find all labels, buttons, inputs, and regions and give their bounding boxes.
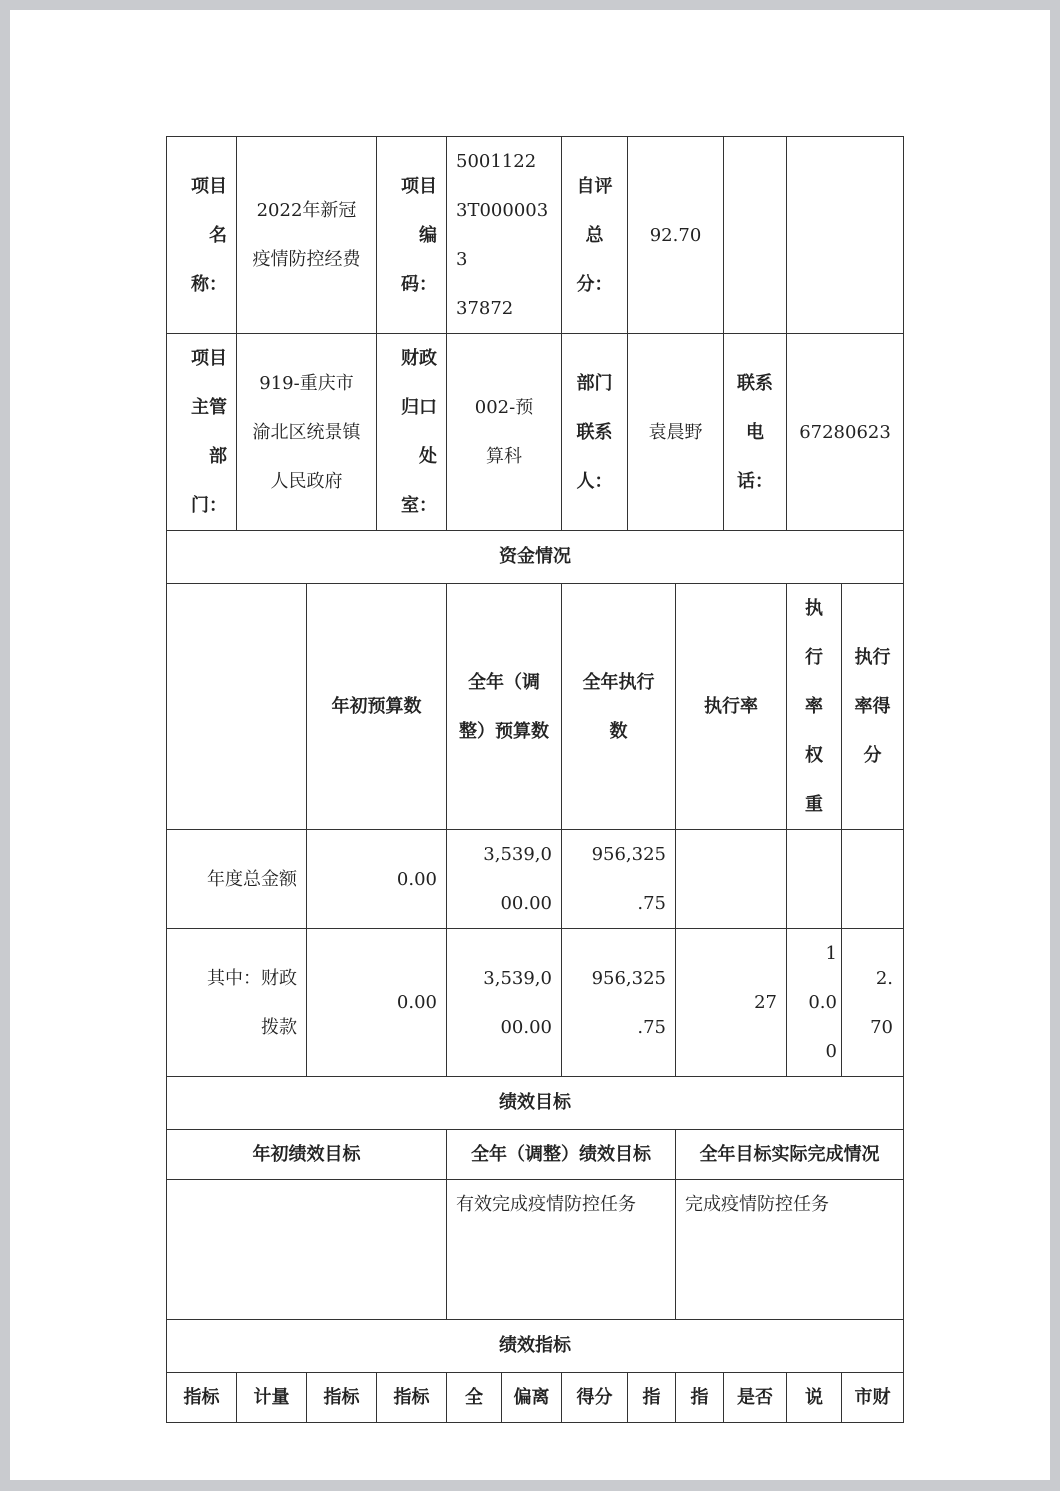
- phone-label: 联系 电 话：: [724, 334, 787, 531]
- total-amount-label: 年度总金额: [167, 830, 307, 929]
- exec-rate-header: 执行率: [676, 584, 787, 830]
- indicator-header-cell: 指标: [377, 1373, 447, 1423]
- empty-cell: [787, 137, 904, 334]
- dept-value: 919-重庆市 渝北区统景镇 人民政府: [237, 334, 377, 531]
- initial-budget-header: 年初预算数: [307, 584, 447, 830]
- fiscal-initial-value: 0.00: [307, 929, 447, 1077]
- indicator-header-cell: 指: [676, 1373, 724, 1423]
- initial-goal-value: [167, 1180, 447, 1320]
- initial-goal-header: 年初绩效目标: [167, 1130, 447, 1180]
- empty-cell: [787, 830, 842, 929]
- finance-office-label: 财政 归口 处室：: [377, 334, 447, 531]
- goals-section-title: 绩效目标: [167, 1077, 904, 1130]
- project-code-label: 项目 编码：: [377, 137, 447, 334]
- adjusted-goal-header: 全年（调整）绩效目标: [447, 1130, 676, 1180]
- goals-section-row: [167, 1077, 904, 1130]
- goals-header-row: [167, 1130, 904, 1180]
- empty-cell: [167, 584, 307, 830]
- indicator-header-cell: 偏离: [502, 1373, 562, 1423]
- fiscal-allocation-label: 其中：财政 拨款: [167, 929, 307, 1077]
- empty-cell: [842, 830, 904, 929]
- indicator-header-cell: 计量: [237, 1373, 307, 1423]
- indicators-header-row: [167, 1373, 904, 1423]
- project-name-value: 2022年新冠 疫情防控经费: [237, 137, 377, 334]
- adjusted-goal-value: 有效完成疫情防控任务: [447, 1180, 676, 1320]
- fiscal-adjusted-value: 3,539,0 00.00: [447, 929, 562, 1077]
- finance-office-value: 002-预 算科: [447, 334, 562, 531]
- indicator-header-cell: 是否: [724, 1373, 787, 1423]
- contact-value: 袁晨野: [628, 334, 724, 531]
- fiscal-allocation-row: [167, 929, 904, 1077]
- weight-header: 执 行 率 权 重: [787, 584, 842, 830]
- indicators-section-title: 绩效指标: [167, 1320, 904, 1373]
- goals-content-row: [167, 1180, 904, 1320]
- rate-score-header: 执行 率得 分: [842, 584, 904, 830]
- project-name-label: 项目 名称：: [167, 137, 237, 334]
- total-adjusted-value: 3,539,0 00.00: [447, 830, 562, 929]
- total-initial-value: 0.00: [307, 830, 447, 929]
- contact-label: 部门 联系 人：: [562, 334, 628, 531]
- evaluation-form-table: [166, 136, 904, 1423]
- dept-label: 项目 主管 部门：: [167, 334, 237, 531]
- indicator-header-cell: 指标: [167, 1373, 237, 1423]
- funds-header-row: [167, 584, 904, 830]
- document-page: [10, 10, 1050, 1480]
- fiscal-executed-value: 956,325 .75: [562, 929, 676, 1077]
- indicator-header-cell: 市财: [842, 1373, 904, 1423]
- funds-section-title: 资金情况: [167, 531, 904, 584]
- adjusted-budget-header: 全年（调 整）预算数: [447, 584, 562, 830]
- self-eval-label: 自评 总 分：: [562, 137, 628, 334]
- self-eval-score: 92.70: [628, 137, 724, 334]
- indicator-header-cell: 指: [628, 1373, 676, 1423]
- total-amount-row: [167, 830, 904, 929]
- fiscal-rate-value: 27: [676, 929, 787, 1077]
- total-executed-value: 956,325 .75: [562, 830, 676, 929]
- department-info-row: [167, 334, 904, 531]
- empty-cell: [724, 137, 787, 334]
- total-rate-value: [676, 830, 787, 929]
- indicator-header-cell: 指标: [307, 1373, 377, 1423]
- project-code-value: 5001122 3T0000033 37872: [447, 137, 562, 334]
- indicator-header-cell: 全: [447, 1373, 502, 1423]
- fiscal-weight-value: 1 0.0 0: [787, 929, 842, 1077]
- actual-completion-value: 完成疫情防控任务: [676, 1180, 904, 1320]
- indicator-header-cell: 得分: [562, 1373, 628, 1423]
- indicators-section-row: [167, 1320, 904, 1373]
- funds-section-row: [167, 531, 904, 584]
- fiscal-score-value: 2. 70: [842, 929, 904, 1077]
- indicator-header-cell: 说: [787, 1373, 842, 1423]
- executed-header: 全年执行 数: [562, 584, 676, 830]
- actual-completion-header: 全年目标实际完成情况: [676, 1130, 904, 1180]
- phone-value: 67280623: [787, 334, 904, 531]
- project-info-row: [167, 137, 904, 334]
